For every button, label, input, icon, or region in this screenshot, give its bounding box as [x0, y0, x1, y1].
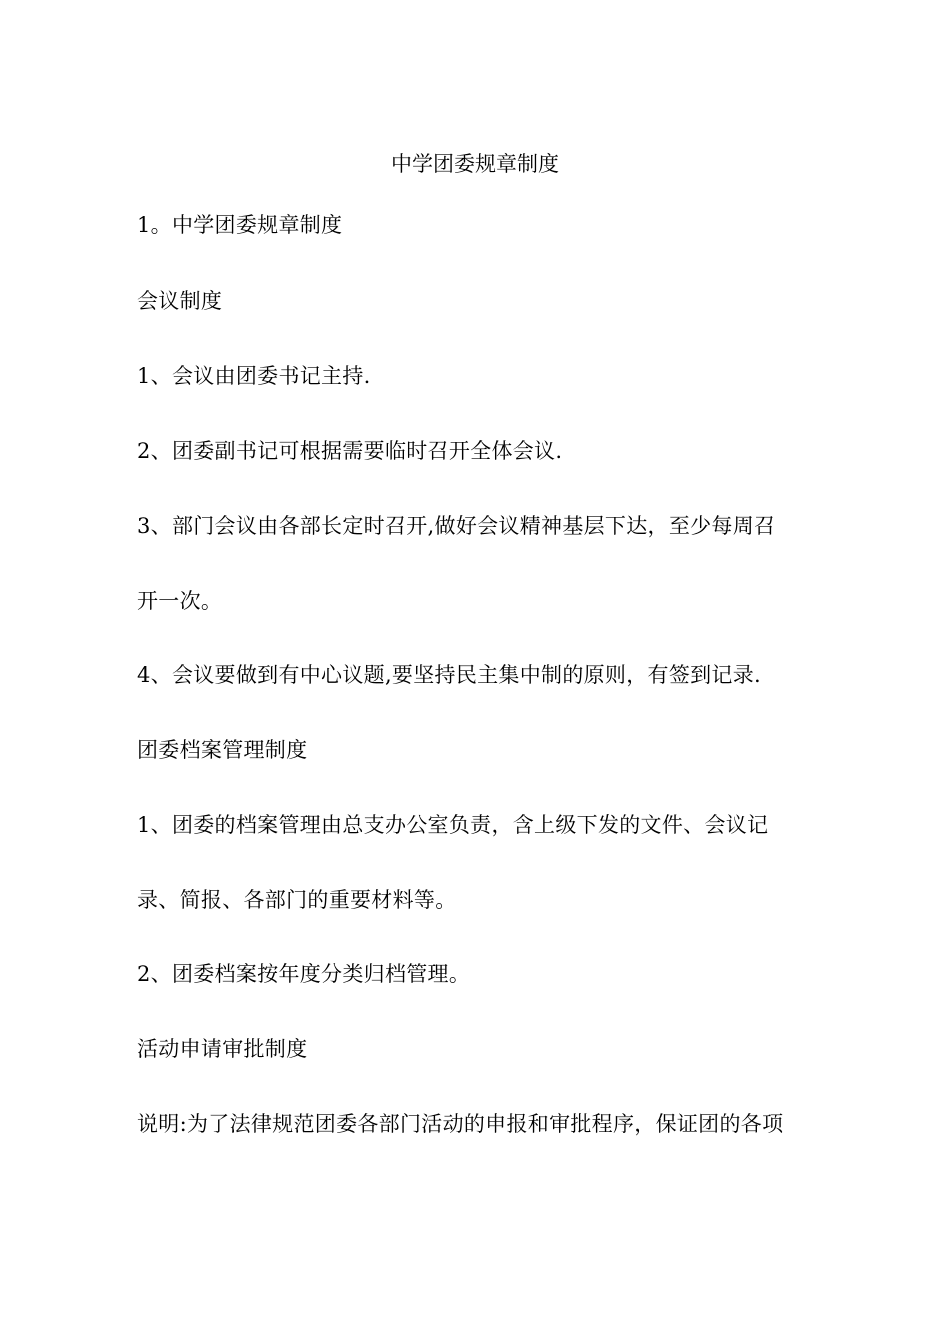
paragraph-line: 录、简报、各部门的重要材料等。	[137, 888, 457, 912]
heading-line-1: 1。中学团委规章制度	[137, 213, 343, 237]
document-title: 中学团委规章制度	[391, 152, 559, 176]
paragraph-line: 2、团委档案按年度分类归档管理。	[137, 962, 471, 986]
section-heading-meeting: 会议制度	[137, 289, 223, 313]
paragraph-line: 说明:为了法律规范团委各部门活动的申报和审批程序，保证团的各项	[137, 1112, 784, 1136]
paragraph-line: 4、会议要做到有中心议题,要坚持民主集中制的原则，有签到记录.	[137, 663, 762, 687]
paragraph-line: 1、会议由团委书记主持.	[137, 364, 371, 388]
paragraph-line: 开一次。	[137, 589, 223, 613]
section-heading-archive: 团委档案管理制度	[137, 738, 308, 762]
section-heading-approval: 活动申请审批制度	[137, 1037, 308, 1061]
paragraph-line: 3、部门会议由各部长定时召开,做好会议精神基层下达，至少每周召	[137, 514, 776, 538]
paragraph-line: 1、团委的档案管理由总支办公室负责，含上级下发的文件、会议记	[137, 813, 769, 837]
paragraph-line: 2、团委副书记可根据需要临时召开全体会议.	[137, 439, 563, 463]
